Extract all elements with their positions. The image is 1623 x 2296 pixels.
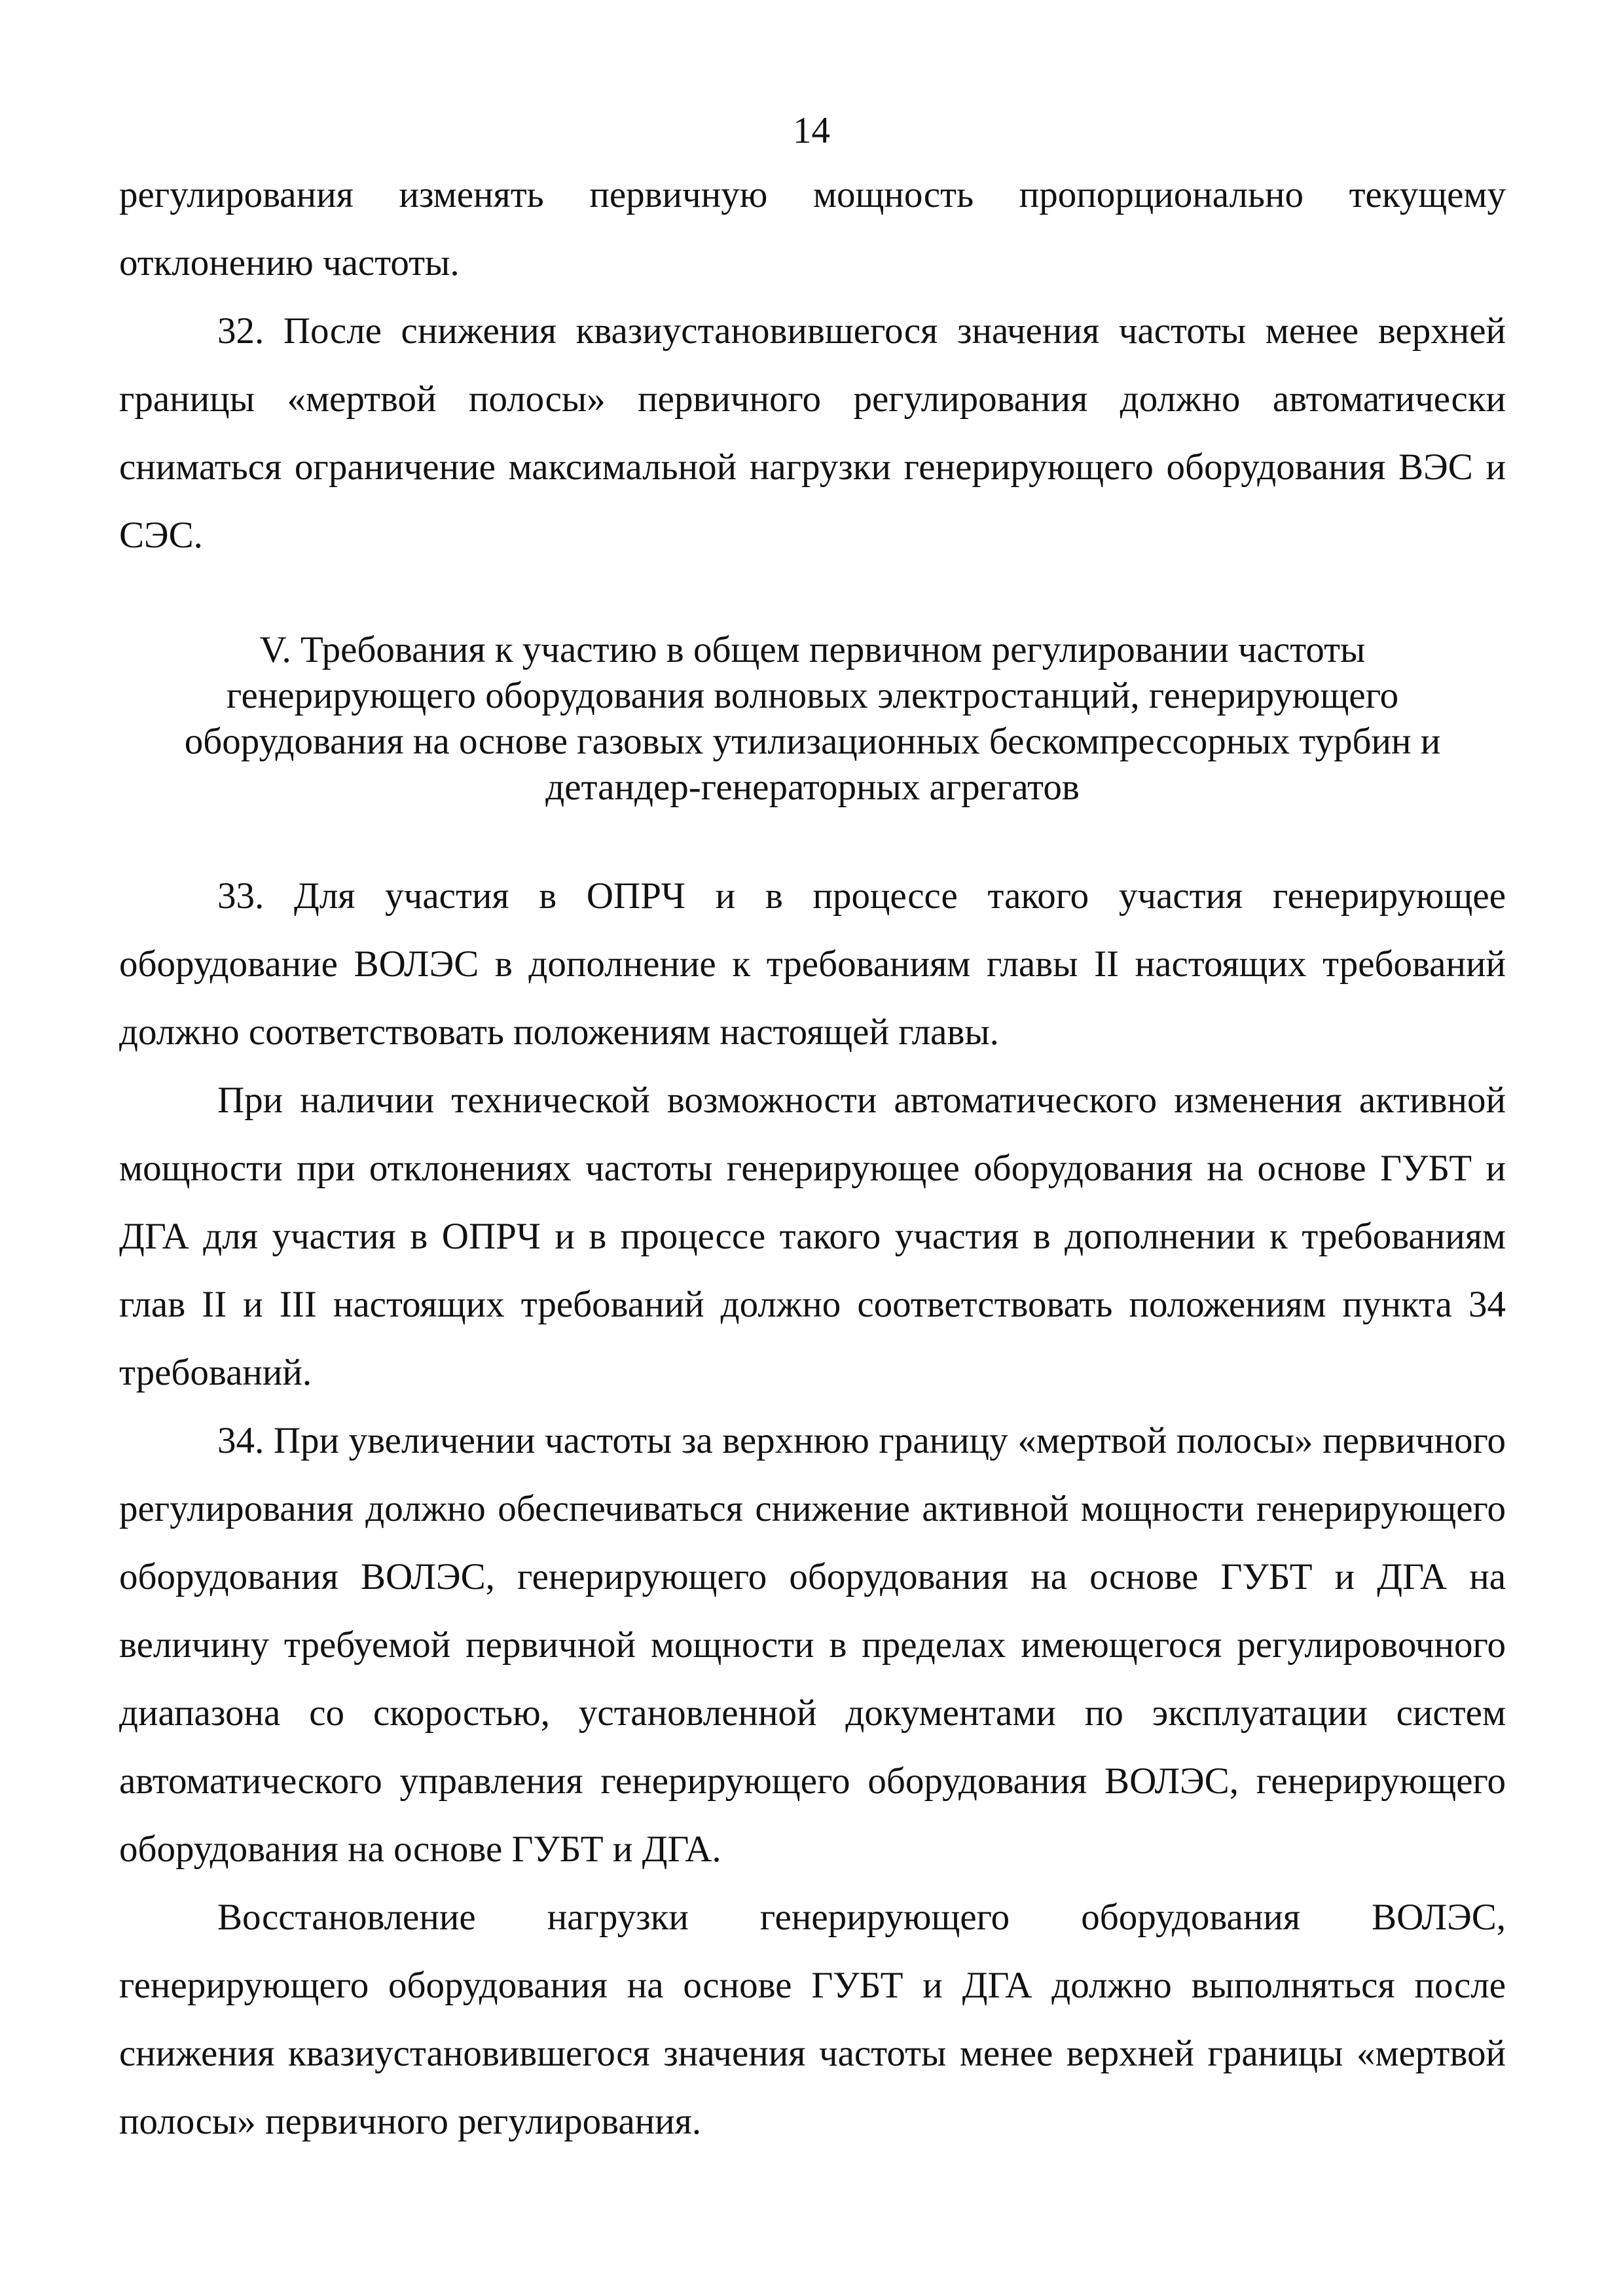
text-line: глав II и III настоящих требований должно соответствовать положениям пункта 34 <box>119 1284 1506 1325</box>
page-number: 14 <box>793 110 830 151</box>
text-line: При наличии технической возможности автоматического изменения активной <box>217 1080 1506 1121</box>
text-line: сниматься ограничение максимальной нагрузки генерирующего оборудования ВЭС <box>119 446 1486 488</box>
paragraph-32 <box>119 297 1506 570</box>
text-line: генерирующего оборудования ВОЛЭС, генерирующего оборудования на основе <box>119 1488 1506 1597</box>
text-line: требований. <box>119 1352 312 1393</box>
text-line: должно соответствовать положениям настоящей главы. <box>119 1011 999 1053</box>
text-line: первичного регулирования должно обеспечиваться снижение активной мощности <box>119 1420 1506 1529</box>
heading-line: детандер-генераторных агрегатов <box>545 767 1080 808</box>
text-line: ВОЛЭС, генерирующего оборудования на основе ГУБТ и ДГА. <box>119 1760 1506 1870</box>
text-line: ГУБТ и ДГА на величину требуемой первичной мощности в пределах имеющегося <box>119 1556 1506 1666</box>
text-line: границы «мертвой полосы» первичного регулирования должно автоматически <box>119 378 1506 420</box>
heading-line: оборудования на основе газовых утилизационных бескомпрессорных турбин и <box>184 721 1441 762</box>
paragraph-continuation <box>119 161 1506 297</box>
section-heading-v <box>119 627 1506 811</box>
text-line: регулирования изменять первичную мощность пропорционально текущему <box>119 174 1506 215</box>
text-line: генерирующего оборудования на основе ГУБТ и ДГА должно выполняться после <box>119 1965 1506 2006</box>
text-line: 32. После снижения квазиустановившегося значения частоты менее верхней <box>217 310 1506 352</box>
heading-line: V. Требования к участию в общем первичном регулировании частоты <box>259 629 1366 670</box>
text-line: 34. При увеличении частоты за верхнюю границу «мертвой полосы» <box>217 1420 1323 1461</box>
text-line: мощности при отклонениях частоты генерирующее оборудования на основе ГУБТ и <box>119 1148 1506 1189</box>
text-line: «мертвой полосы» первичного регулирования. <box>119 2033 1506 2142</box>
text-line: отклонению частоты. <box>119 242 460 283</box>
text-line: регулировочного диапазона со скоростью, установленной документами по <box>119 1624 1506 1734</box>
text-line: оборудование ВОЛЭС в дополнение к требованиям главы II настоящих требований <box>119 943 1506 985</box>
heading-line: генерирующего оборудования волновых электростанций, генерирующего <box>226 675 1399 716</box>
text-line: снижения квазиустановившегося значения частоты менее верхней границы <box>119 2033 1357 2074</box>
paragraph-33 <box>119 862 1506 1066</box>
text-line: 33. Для участия в ОПРЧ и в процессе такого участия генерирующее <box>217 875 1506 917</box>
text-block-section-v <box>119 862 1506 2156</box>
text-line: и СЭС. <box>119 446 1506 556</box>
text-line: Восстановление нагрузки генерирующего оборудования ВОЛЭС, <box>217 1897 1506 1938</box>
text-block-top <box>119 161 1506 570</box>
text-line: эксплуатации систем автоматического управления генерирующего оборудования <box>119 1692 1506 1802</box>
text-line: ДГА для участия в ОПРЧ и в процессе такого участия в дополнении к требованиям <box>119 1216 1506 1257</box>
paragraph-33-part-2 <box>119 1066 1506 1407</box>
paragraph-34 <box>119 1407 1506 1884</box>
paragraph-34-part-2 <box>119 1884 1506 2156</box>
